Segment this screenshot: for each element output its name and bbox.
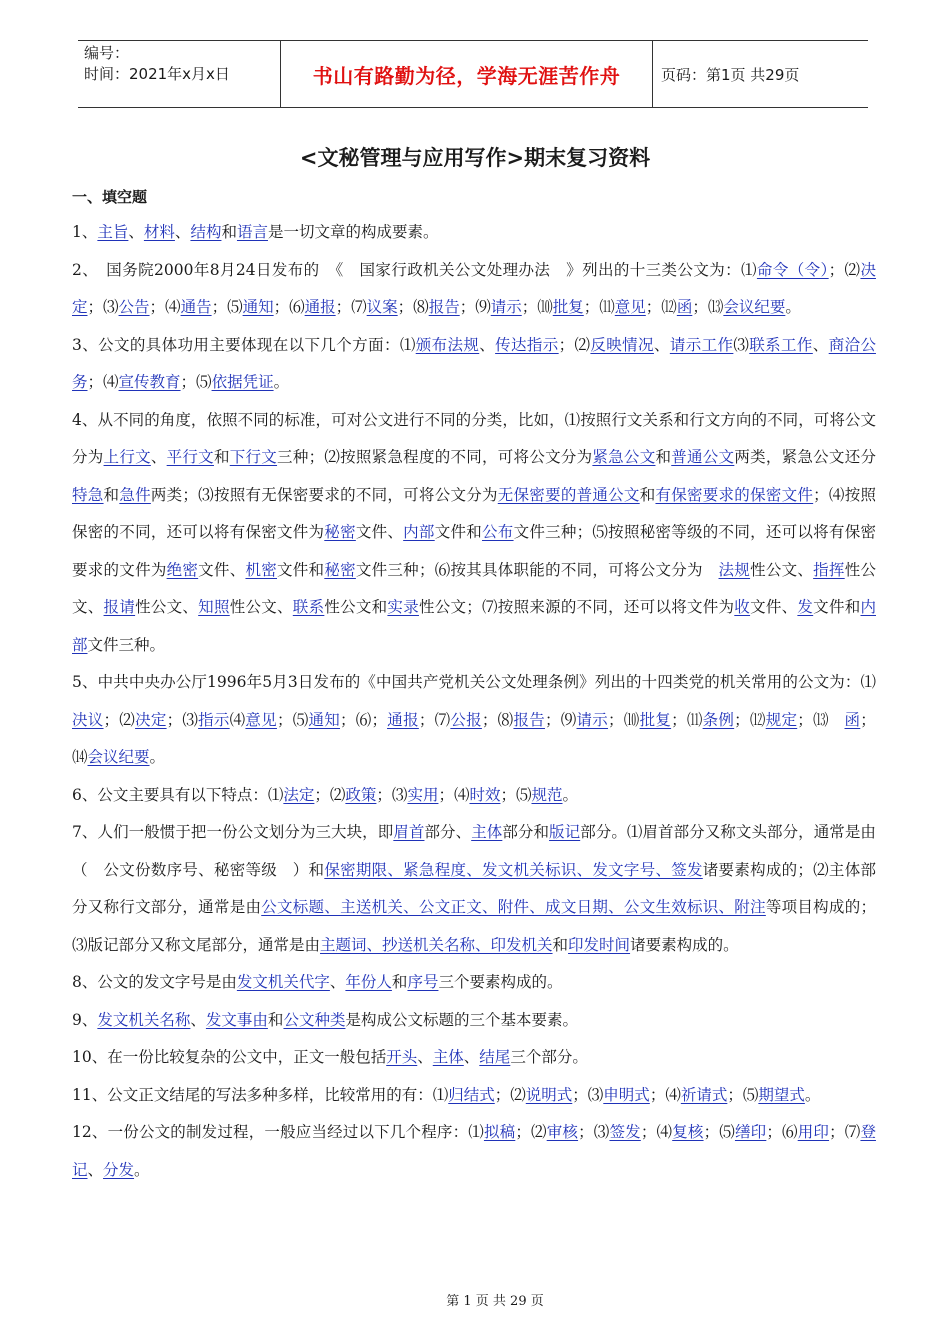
answer-text: 公文种类 bbox=[283, 1010, 346, 1029]
question-text: 3、公文的具体功用主要体现在以下几个方面：⑴ bbox=[72, 335, 416, 354]
question-text: 和 bbox=[221, 223, 237, 241]
answer-text: 说明式 bbox=[525, 1085, 573, 1104]
answer-text: 报告 bbox=[513, 710, 545, 729]
question-text: 、 bbox=[812, 335, 829, 354]
question-text: 性公文、 bbox=[229, 598, 293, 616]
question-text: 、 bbox=[190, 1010, 206, 1029]
answer-text: 依据凭证 bbox=[211, 373, 274, 391]
answer-text: 条例 bbox=[702, 710, 735, 729]
answer-text: 实录 bbox=[387, 598, 419, 616]
answer-text: 内部 bbox=[72, 598, 876, 654]
question-text: 和 bbox=[639, 485, 656, 504]
question-text: ；⑹； bbox=[340, 710, 388, 729]
question-text: ；⑵ bbox=[515, 1123, 547, 1141]
answer-text: 联系工作 bbox=[749, 335, 813, 354]
answer-text: 会议纪要 bbox=[87, 748, 150, 766]
answer-text: 议案 bbox=[366, 298, 398, 316]
answer-text: 通知 bbox=[308, 710, 341, 729]
question-text: 、 bbox=[463, 1048, 480, 1066]
answer-text: 命令（令） bbox=[756, 260, 829, 279]
question-text: 和 bbox=[213, 448, 230, 466]
question-list bbox=[72, 214, 876, 1189]
time-label: 时间：2021年x月x日 bbox=[84, 65, 230, 83]
answer-text: 主体 bbox=[432, 1048, 464, 1066]
question-text: ；⑸ bbox=[727, 1085, 759, 1104]
answer-text: 祈请式 bbox=[680, 1085, 728, 1104]
answer-text: 知照 bbox=[198, 598, 230, 616]
answer-text: 决定 bbox=[72, 260, 876, 316]
answer-text: 语言 bbox=[236, 223, 268, 241]
answer-text: 政策 bbox=[345, 785, 377, 804]
answer-text: 主题词、抄送机关名称、印发机关 bbox=[320, 935, 553, 954]
question-text: 文件三种；⑸按照秘密等级的不同，还可以将有保密要求的文件为 bbox=[72, 523, 876, 579]
question-item bbox=[72, 1077, 876, 1115]
question-text: ；⑵ bbox=[828, 260, 861, 279]
answer-text: 主体 bbox=[471, 823, 503, 841]
question-text: 和 bbox=[267, 1010, 284, 1029]
answer-text: 报请 bbox=[103, 598, 136, 616]
header-meta-cell bbox=[78, 41, 281, 107]
question-text: 、 bbox=[150, 448, 167, 466]
question-text: 、 bbox=[128, 223, 144, 241]
question-text: ；⑵ bbox=[314, 785, 346, 804]
question-text: ；⒁ bbox=[72, 710, 876, 766]
question-text: 5、中共中央办公厅1996年5月3日发布的《中国共产党机关公文处理条例》列出的十四类党的机关常用的公文为：⑴ bbox=[72, 673, 876, 691]
question-text: 文件、 bbox=[198, 560, 246, 579]
question-text: 2、 国务院2000年8月24日发布的 《 国家行政机关公文处理办法 》列出的十三类公文为：⑴ bbox=[72, 260, 757, 279]
answer-text: 法规 bbox=[718, 560, 751, 579]
question-text: 两类，紧急公文还分 bbox=[734, 448, 876, 466]
question-text: 部分、 bbox=[424, 823, 472, 841]
answer-text: 绝密 bbox=[166, 560, 199, 579]
question-text: ；⑺ bbox=[418, 710, 451, 729]
question-text: ；⑶ bbox=[166, 710, 199, 729]
question-text: 三个部分。 bbox=[510, 1048, 588, 1066]
answer-text: 实用 bbox=[407, 785, 439, 804]
question-text: ；⑸ bbox=[276, 710, 309, 729]
answer-text: 通报 bbox=[304, 298, 336, 316]
answer-text: 联系 bbox=[292, 598, 325, 616]
question-text: ；⑷ bbox=[438, 785, 470, 804]
answer-text: 函 bbox=[676, 298, 693, 316]
answer-text: 公文标题、主送机关、公文正文、附件、成文日期、公文生效标识、附注 bbox=[261, 898, 766, 916]
question-item bbox=[72, 664, 876, 777]
answer-text: 请示 bbox=[576, 710, 609, 729]
question-text: 和 bbox=[103, 485, 120, 504]
question-text: 。 bbox=[273, 373, 290, 391]
answer-text: 会议纪要 bbox=[723, 298, 786, 316]
answer-text: 印发时间 bbox=[568, 935, 631, 954]
answer-text: 保密期限、紧急程度、发文机关标识、发文字号、签发 bbox=[324, 860, 703, 879]
question-text: 、 bbox=[329, 973, 346, 991]
answer-text: 请示 bbox=[490, 298, 522, 316]
answer-text: 紧急公文 bbox=[592, 448, 656, 466]
answer-text: 期望式 bbox=[758, 1085, 805, 1104]
question-text: 。 bbox=[785, 298, 801, 316]
answer-text: 颁布法规 bbox=[415, 335, 480, 354]
question-item bbox=[72, 252, 876, 327]
question-text: ⑶ bbox=[733, 335, 750, 354]
answer-text: 归结式 bbox=[448, 1085, 495, 1104]
answer-text: 开头 bbox=[386, 1048, 418, 1066]
question-text: 性公文、 bbox=[750, 560, 814, 579]
answer-text: 用印 bbox=[797, 1123, 830, 1141]
question-item bbox=[72, 214, 876, 252]
question-text: ；⑼ bbox=[544, 710, 577, 729]
header-page-cell bbox=[653, 41, 868, 107]
question-text: ；⑸ bbox=[500, 785, 532, 804]
question-text: ；⑹ bbox=[273, 298, 305, 316]
question-text: ；⑶ bbox=[578, 1123, 610, 1141]
question-text: 诸要素构成的；⑵主体部分又称行文部分，通常是由 bbox=[72, 860, 876, 916]
answer-text: 函 bbox=[844, 710, 861, 729]
answer-text: 平行文 bbox=[166, 448, 214, 466]
question-text: ；⑼ bbox=[459, 298, 491, 316]
question-text: 三种；⑵按照紧急程度的不同，可将公文分为 bbox=[277, 448, 593, 466]
question-text: 两类；⑶按照有无保密要求的不同，可将公文分为 bbox=[150, 485, 498, 504]
answer-text: 年份人 bbox=[345, 973, 392, 991]
question-text: 。 bbox=[562, 785, 579, 804]
question-text: ；⑿ bbox=[734, 710, 766, 729]
answer-text: 结构 bbox=[190, 223, 222, 241]
question-text: 文件和 bbox=[277, 560, 325, 579]
question-text: 文件三种；⑹按其具体职能的不同，可将公文分为 bbox=[355, 560, 719, 579]
question-item bbox=[72, 1039, 876, 1077]
answer-text: 意见 bbox=[245, 710, 277, 729]
question-text: 部分和 bbox=[502, 823, 550, 841]
answer-text: 时效 bbox=[469, 785, 501, 804]
question-text: 7、人们一般惯于把一份公文划分为三大块，即 bbox=[72, 823, 394, 841]
question-text: ；⑷ bbox=[640, 1123, 673, 1141]
answer-text: 下行文 bbox=[229, 448, 278, 466]
question-text: 6、公文主要具有以下特点：⑴ bbox=[72, 785, 284, 804]
answer-text: 指示 bbox=[198, 710, 230, 729]
question-text: 诸要素构成的。 bbox=[630, 935, 739, 954]
answer-text: 秘密 bbox=[324, 560, 356, 579]
answer-text: 公报 bbox=[450, 710, 482, 729]
page-header-table bbox=[78, 40, 868, 108]
answer-text: 批复 bbox=[552, 298, 584, 316]
question-text: ；⑷ bbox=[649, 1085, 681, 1104]
answer-text: 上行文 bbox=[103, 448, 151, 466]
question-text: 、 bbox=[174, 223, 191, 241]
answer-text: 规定 bbox=[765, 710, 798, 729]
answer-text: 决议 bbox=[72, 710, 104, 729]
answer-text: 报告 bbox=[428, 298, 460, 316]
answer-text: 审核 bbox=[546, 1123, 579, 1141]
question-text: 、 bbox=[417, 1048, 433, 1066]
question-text: 文件和 bbox=[434, 523, 483, 541]
answer-text: 签发 bbox=[609, 1123, 641, 1141]
motto-text: 书山有路勤为径，学海无涯苦作舟 bbox=[312, 63, 621, 88]
answer-text: 规范 bbox=[531, 785, 563, 804]
question-item bbox=[72, 327, 876, 402]
answer-text: 法定 bbox=[283, 785, 315, 804]
question-text: ；⑶ bbox=[376, 785, 408, 804]
question-text: 性公文、 bbox=[72, 560, 876, 616]
answer-text: 收 bbox=[734, 598, 751, 616]
answer-text: 机密 bbox=[245, 560, 278, 579]
answer-text: 内部 bbox=[403, 523, 435, 541]
answer-text: 发文事由 bbox=[205, 1010, 268, 1029]
answer-text: 公告 bbox=[118, 298, 150, 316]
page-label: 页码：第1页 共29页 bbox=[661, 65, 800, 84]
question-text: ；⒀ bbox=[797, 710, 845, 729]
answer-text: 发文机关代字 bbox=[236, 973, 330, 991]
question-text: ；⑷按照保密的不同，还可以将有保密文件为 bbox=[72, 485, 876, 541]
question-text: 等项目构成的；⑶版记部分又称文尾部分，通常是由 bbox=[72, 898, 876, 954]
page-footer: 第 1 页 共 29 页 bbox=[446, 1294, 544, 1309]
question-text: 文件、 bbox=[750, 598, 798, 616]
question-text: 和 bbox=[391, 973, 408, 991]
answer-text: 请示工作 bbox=[669, 335, 734, 354]
question-item bbox=[72, 814, 876, 964]
question-text: ；⑿ bbox=[645, 298, 677, 316]
answer-text: 通告 bbox=[180, 298, 212, 316]
answer-text: 特急 bbox=[72, 485, 104, 504]
question-text: 4、从不同的角度，依照不同的标准，可对公文进行不同的分类，比如，⑴按照行文关系和行文方向的不同，可将公文分为 bbox=[72, 410, 876, 466]
answer-text: 指挥 bbox=[813, 560, 845, 579]
question-text: 10、在一份比较复杂的公文中，正文一般包括 bbox=[72, 1048, 387, 1066]
document-title: <文秘管理与应用写作>期末复习资料 bbox=[299, 146, 651, 170]
answer-text: 宣传教育 bbox=[118, 373, 181, 391]
answer-text: 发文机关名称 bbox=[97, 1010, 191, 1029]
number-label: 编号： bbox=[84, 44, 130, 62]
question-text: 性公文、 bbox=[135, 598, 199, 616]
answer-text: 公布 bbox=[482, 523, 514, 541]
answer-text: 眉首 bbox=[393, 823, 425, 841]
answer-text: 无保密要的普通公文 bbox=[497, 485, 640, 504]
answer-text: 传达指示 bbox=[495, 335, 559, 354]
answer-text: 序号 bbox=[407, 973, 439, 991]
question-text: ；⑷ bbox=[149, 298, 181, 316]
answer-text: 意见 bbox=[614, 298, 646, 316]
question-item bbox=[72, 1114, 876, 1189]
question-text: ；⑸ bbox=[211, 298, 243, 316]
answer-text: 结尾 bbox=[479, 1048, 511, 1066]
question-text: ；⑾ bbox=[671, 710, 703, 729]
question-text: 部分。⑴眉首部分又称文头部分，通常是由（ 公文份数序号、秘密等级 ）和 bbox=[72, 823, 876, 879]
question-text: 、 bbox=[87, 1160, 104, 1179]
question-item bbox=[72, 402, 876, 665]
answer-text: 有保密要求的保密文件 bbox=[655, 485, 814, 504]
question-item bbox=[72, 777, 876, 815]
question-text: 和 bbox=[655, 448, 672, 466]
question-text: ；⑻ bbox=[397, 298, 429, 316]
answer-text: 商洽公务 bbox=[72, 335, 876, 391]
answer-text: 反映情况 bbox=[590, 335, 654, 354]
question-item bbox=[72, 964, 876, 1002]
answer-text: 发 bbox=[797, 598, 814, 616]
answer-text: 材料 bbox=[143, 223, 175, 241]
question-text: 。 bbox=[134, 1160, 150, 1179]
question-text: 12、一份公文的制发过程，一般应当经过以下几个程序：⑴ bbox=[72, 1123, 484, 1141]
question-text: ；⑵ bbox=[558, 335, 591, 354]
answer-text: 缮印 bbox=[734, 1123, 767, 1141]
question-text: ；⑶ bbox=[87, 298, 119, 316]
question-text: 是构成公文标题的三个基本要素。 bbox=[345, 1010, 578, 1029]
answer-text: 主旨 bbox=[97, 223, 129, 241]
question-text: ；⑵ bbox=[494, 1085, 526, 1104]
header-motto-cell bbox=[281, 41, 653, 107]
question-text: ；⑸ bbox=[703, 1123, 735, 1141]
answer-text: 急件 bbox=[119, 485, 151, 504]
question-text: 11、公文正文结尾的写法多种多样，比较常用的有：⑴ bbox=[72, 1085, 449, 1104]
question-text: ；⑽ bbox=[521, 298, 553, 316]
answer-text: 决定 bbox=[135, 710, 167, 729]
answer-text: 登记 bbox=[72, 1123, 876, 1179]
question-text: ；⑹ bbox=[766, 1123, 798, 1141]
question-text: ；⑻ bbox=[481, 710, 514, 729]
question-text: 。 bbox=[149, 748, 166, 766]
question-text: ；⑺ bbox=[335, 298, 367, 316]
question-text: 8、公文的发文字号是由 bbox=[72, 973, 237, 991]
question-text: 文件和 bbox=[813, 598, 861, 616]
question-text: 性公文；⑺按照来源的不同，还可以将文件为 bbox=[418, 598, 735, 616]
question-text: 性公文和 bbox=[324, 598, 388, 616]
question-text: 是一切文章的构成要素。 bbox=[267, 223, 439, 241]
answer-text: 普通公文 bbox=[671, 448, 735, 466]
answer-text: 分发 bbox=[103, 1160, 135, 1179]
question-text: ；⑸ bbox=[180, 373, 212, 391]
answer-text: 通知 bbox=[242, 298, 274, 316]
question-text: 。 bbox=[804, 1085, 821, 1104]
question-text: 、 bbox=[653, 335, 670, 354]
question-text: ；⑵ bbox=[103, 710, 136, 729]
question-text: ；⑾ bbox=[583, 298, 615, 316]
answer-text: 拟稿 bbox=[483, 1123, 516, 1141]
answer-text: 复核 bbox=[672, 1123, 704, 1141]
section-heading: 一、填空题 bbox=[72, 188, 148, 206]
question-text: 9、 bbox=[72, 1010, 98, 1029]
question-text: ；⑷ bbox=[87, 373, 119, 391]
answer-text: 版记 bbox=[549, 823, 581, 841]
answer-text: 通报 bbox=[387, 710, 419, 729]
question-text: 、 bbox=[479, 335, 496, 354]
question-text: ；⑺ bbox=[829, 1123, 861, 1141]
question-text: 文件、 bbox=[355, 523, 404, 541]
question-text: ；⑽ bbox=[608, 710, 640, 729]
answer-text: 秘密 bbox=[324, 523, 356, 541]
question-text: ；⒀ bbox=[692, 298, 724, 316]
question-text: 1、 bbox=[72, 223, 98, 241]
question-item bbox=[72, 1002, 876, 1040]
question-text: 文件三种。 bbox=[87, 635, 166, 654]
answer-text: 批复 bbox=[639, 710, 672, 729]
question-text: 三个要素构成的。 bbox=[438, 973, 563, 991]
question-text: ；⑶ bbox=[572, 1085, 604, 1104]
answer-text: 申明式 bbox=[603, 1085, 650, 1104]
question-text: 和 bbox=[552, 935, 569, 954]
question-text: ⑷ bbox=[229, 710, 246, 729]
